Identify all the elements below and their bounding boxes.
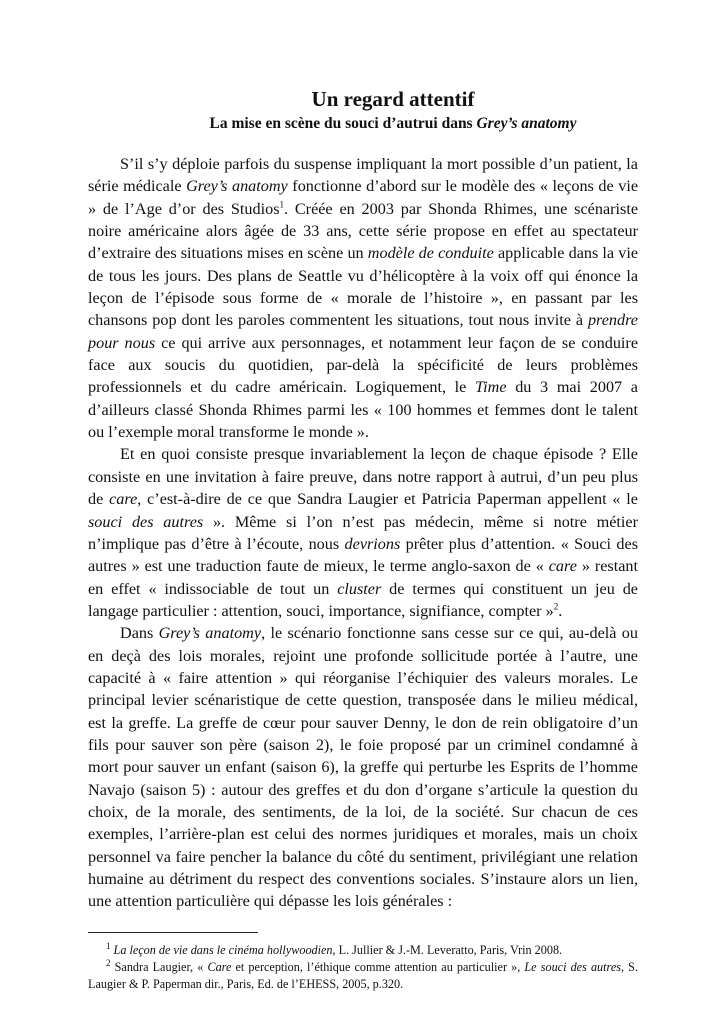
italic-run: Time bbox=[475, 378, 507, 397]
paragraph-2 bbox=[88, 443, 638, 622]
footnote-separator bbox=[88, 932, 258, 933]
text-run: de termes qui constituent un jeu de langage particulier : attention, souci, importance, signifiance, compter » bbox=[88, 579, 638, 620]
text-run: . bbox=[558, 601, 563, 620]
paragraph-1 bbox=[88, 153, 638, 443]
text-run: , S. Laugier & P. Paperman dir., Paris, Ed. de l’EHESS, 2005, p.320. bbox=[88, 959, 638, 991]
text-run: » restant en effet « indissociable de tout un bbox=[88, 557, 638, 598]
text-run: ». Même si l’on n’est pas médecin, même si notre métier n’implique pas d’être à l’écoute, nous bbox=[88, 512, 638, 553]
text-run: Sandra Laugier, « bbox=[114, 959, 208, 974]
text-run: du 3 mai 2007 a d’ailleurs classé Shonda Rhimes parmi les « 100 hommes et femmes dont le talent ou l’exemple moral transforme le monde ». bbox=[88, 378, 638, 442]
text-run: S’il s’y déploie parfois du suspense impliquant la mort possible d’un patient, la série médicale bbox=[88, 155, 638, 196]
italic-run: care bbox=[548, 557, 577, 576]
italic-run: Care bbox=[207, 959, 232, 974]
italic-run: La leçon de vie dans le cinéma hollywoodien bbox=[113, 942, 333, 957]
subtitle-series-name: Grey’s anatomy bbox=[476, 115, 577, 132]
text-run: , c’est-à-dire de ce que Sandra Laugier et Patricia Paperman appellent « le bbox=[137, 490, 638, 509]
footnote-2 bbox=[88, 959, 638, 993]
text-run: et perception, l’éthique comme attention au particulier », bbox=[231, 959, 525, 974]
italic-run: Grey’s anatomy bbox=[158, 624, 262, 643]
page-subtitle bbox=[148, 113, 638, 135]
text-run: , le scénario fonctionne sans cesse sur ce qui, au-delà ou en deçà des lois morales, rejoint une profonde sollicitude portée à l’autre, une capacité à « faire attention » qui réorganise l’échiquier des valeurs morales. Le principal levier scénaristique de cette question, transposée dans le milieu médical, est la greffe. La greffe de cœur pour sauver Denny, le don de rein obligatoire d’un fils pour sauver son père (saison 2), le foie proposé par un criminel condamné à mort pour sauver un enfant (saison 6), la greffe qui perturbe les Esprits de l’homme Navajo (saison 5) : autour des greffes et du don d’organe s’articule la question du choix, de la morale, des sentiments, de la loi, de la société. Sur chacun de ces exemples, l’arrière-plan est celui des normes juridiques et morales, mais un choix personnel va faire pencher la balance du côté du sentiment, privilégiant une relation humaine au détriment du respect des conventions sociales. S’instaure alors un lien, une attention particulière qui dépasse les lois générales : bbox=[88, 624, 638, 911]
paragraph-3 bbox=[88, 622, 638, 912]
footnote-ref-2[interactable]: 2 bbox=[553, 601, 559, 612]
footnote-1 bbox=[88, 942, 638, 959]
article-body bbox=[88, 153, 638, 913]
text-run: applicable dans la vie de tous les jours. Des plans de Seattle vu d’hélicoptère à la voix off qui énonce la leçon de l’épisode sous forme de « morale de l’histoire », en passant par les chansons pop dont les paroles commentent les situations, tout nous invite à bbox=[88, 244, 639, 330]
text-run: ce qui arrive aux personnages, et notamment leur façon de se conduire face aux soucis du quotidien, par-delà la spécificité de leurs problèmes professionnels et du cadre américain. Logiquement, le bbox=[88, 333, 638, 397]
italic-run: modèle de conduite bbox=[367, 244, 494, 263]
page-title: Un regard attentif bbox=[311, 87, 475, 111]
text-run: . Créée en 2003 par Shonda Rhimes, une scénariste noire américaine alors âgée de 33 ans, cette série propose en effet au spectateur d’extraire des situations mises en scène un bbox=[88, 199, 638, 263]
italic-run: care bbox=[109, 490, 138, 509]
text-run: , L. Jullier & J.-M. Leveratto, Paris, Vrin 2008. bbox=[332, 942, 563, 957]
italic-run: Le souci des autres bbox=[524, 959, 621, 974]
text-run: prêter plus d’attention. « Souci des autres » est une traduction faute de mieux, le terme anglo-saxon de « bbox=[88, 534, 638, 576]
italic-run: devrions bbox=[344, 534, 401, 553]
text-run: Dans bbox=[120, 624, 159, 643]
subtitle-text: La mise en scène du souci d’autrui dans bbox=[209, 115, 477, 132]
text-run: Et en quoi consiste presque invariablement la leçon de chaque épisode ? Elle consiste en une invitation à faire preuve, dans notre rapport à autrui, d’un peu plus de bbox=[88, 445, 638, 509]
footnotes bbox=[88, 942, 638, 993]
footnote-ref-1[interactable]: 1 bbox=[279, 199, 284, 210]
footnote-number: 1 bbox=[106, 940, 111, 951]
italic-run: souci des autres bbox=[88, 512, 204, 531]
document-page bbox=[88, 86, 638, 993]
footnote-number: 2 bbox=[106, 957, 111, 968]
text-run: fonctionne d’abord sur le modèle des « leçons de vie » de l’Age d’or des Studios bbox=[88, 177, 638, 218]
italic-run: Grey’s anatomy bbox=[186, 177, 288, 196]
italic-run: cluster bbox=[337, 579, 382, 598]
italic-run: prendre pour nous bbox=[88, 311, 638, 352]
